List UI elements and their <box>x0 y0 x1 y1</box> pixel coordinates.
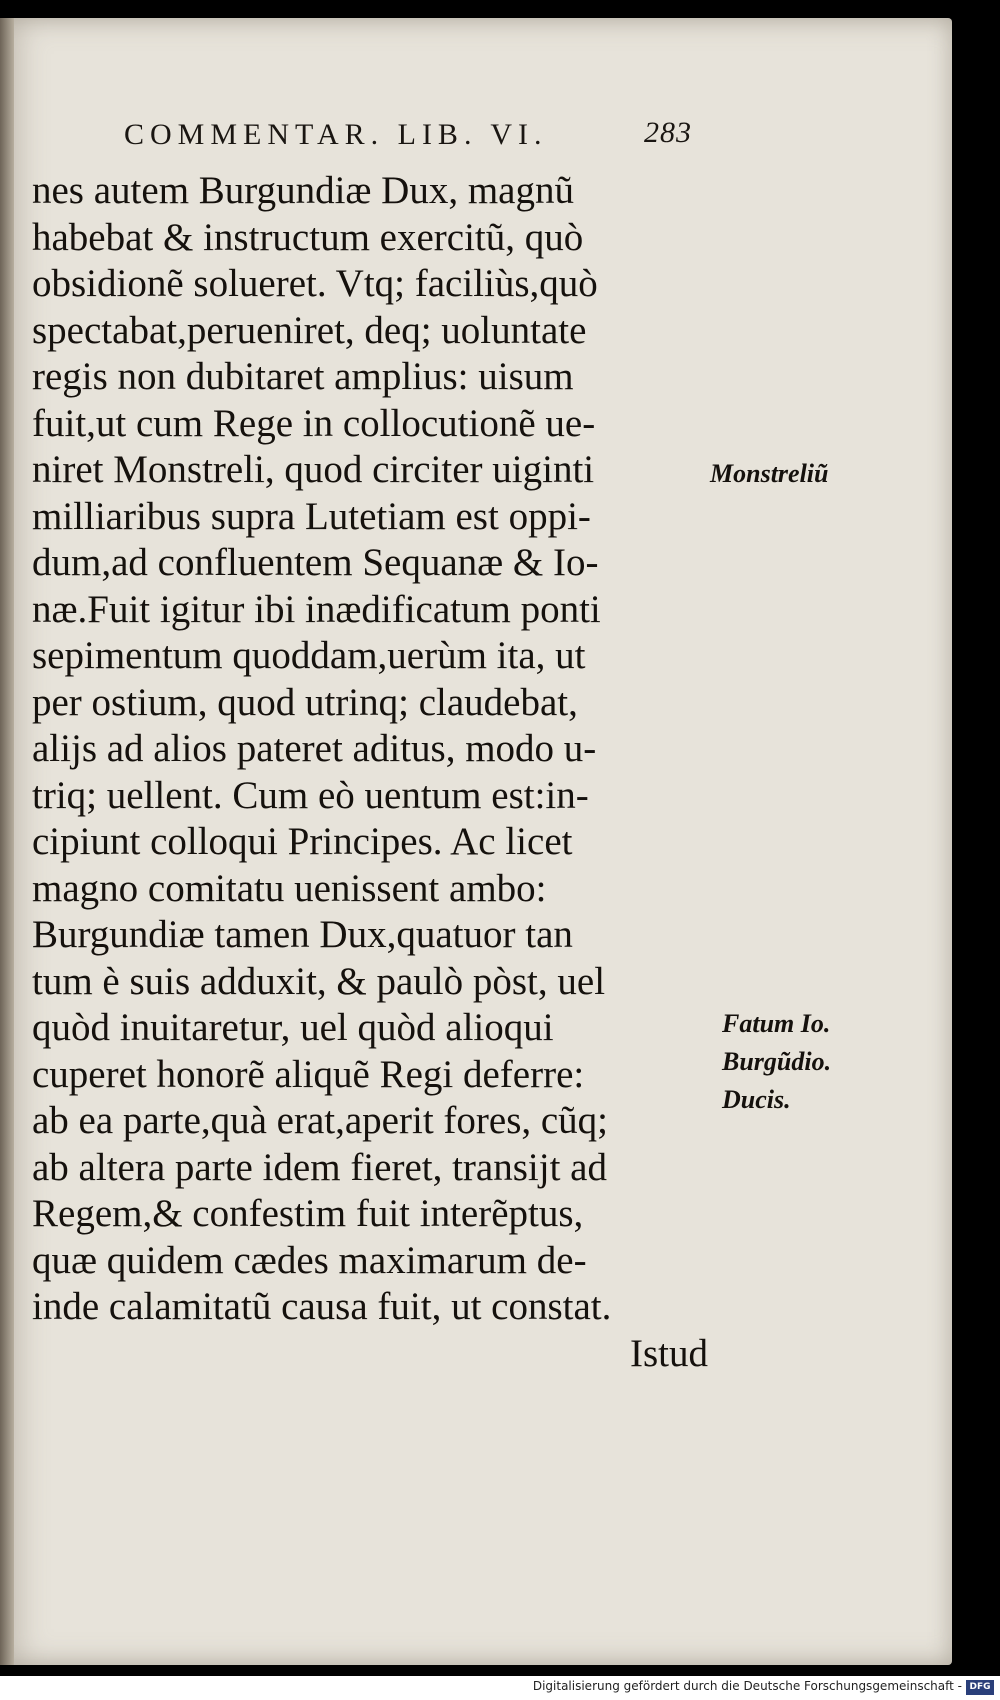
text-line: quòd inuitaretur, uel quòd alioqui <box>32 1006 554 1049</box>
text-line: habebat & instructum exercitũ, quò <box>32 215 584 259</box>
text-line: næ.Fuit igitur ibi inædificatum ponti <box>32 587 601 631</box>
body-text <box>32 168 732 1377</box>
text-line: spectabat,perueniret, deq; uoluntate <box>32 308 587 352</box>
margin-note-line: Fatum Io. <box>722 1009 831 1038</box>
margin-note-line: Burgũdio. <box>722 1047 832 1076</box>
text-line: sepimentum quoddam,uerùm ita, ut <box>32 634 586 677</box>
dfg-logo: DFG <box>966 1680 994 1695</box>
text-line: ab ea parte,quà erat,aperit fores, cũq; <box>32 1099 609 1142</box>
text-line: per ostium, quod utrinq; claudebat, <box>32 680 578 724</box>
text-line: ab altera parte idem fieret, transijt ad <box>32 1145 607 1189</box>
text-line: fuit,ut cum Rege in collocutionẽ ue- <box>32 401 596 445</box>
text-line: Burgundiæ tamen Dux,quatuor tan <box>32 913 573 956</box>
text-line: nes autem Burgundiæ Dux, magnũ <box>32 169 574 212</box>
page-number: 283 <box>644 116 692 149</box>
text-line: niret Monstreli, quod circiter uiginti <box>32 448 595 491</box>
funding-credit: Digitalisierung gefördert durch die Deutsche Forschungsgemeinschaft - <box>532 1679 962 1693</box>
running-head-title: COMMENTAR. LIB. VI. <box>124 118 548 151</box>
text-line: inde calamitatũ causa fuit, ut constat. <box>32 1285 612 1328</box>
text-line: quæ quidem cædes maximarum de- <box>32 1238 587 1282</box>
text-line: cipiunt colloqui Principes. Ac licet <box>32 820 573 863</box>
text-line: milliaribus supra Lutetiam est oppi- <box>32 494 591 538</box>
text-line: obsidionẽ solueret. Vtq; faciliùs,quò <box>32 262 598 305</box>
text-line: tum è suis adduxit, & paulò pòst, uel <box>32 959 606 1003</box>
margin-note-fatum-ducis <box>722 1005 831 1119</box>
margin-note-line: Monstreliũ <box>710 459 829 488</box>
text-line: Regem,& confestim fuit interẽptus, <box>32 1192 584 1235</box>
text-line: triq; uellent. Cum eò uentum est:in- <box>32 773 589 817</box>
catchword: Istud <box>630 1331 708 1375</box>
book-gutter-shadow <box>0 18 14 1665</box>
text-line: alijs ad alios pateret aditus, modo u- <box>32 727 597 770</box>
text-line: cuperet honorẽ aliquẽ Regi deferre: <box>32 1052 585 1096</box>
digitization-footer <box>0 1676 1000 1700</box>
margin-note-monstrelium <box>710 455 829 493</box>
text-line: regis non dubitaret amplius: uisum <box>32 355 574 398</box>
margin-note-line: Ducis. <box>722 1085 791 1114</box>
text-line: magno comitatu uenissent ambo: <box>32 866 547 910</box>
text-line: dum,ad confluentem Sequanæ & Io- <box>32 541 599 584</box>
running-head <box>124 116 692 158</box>
